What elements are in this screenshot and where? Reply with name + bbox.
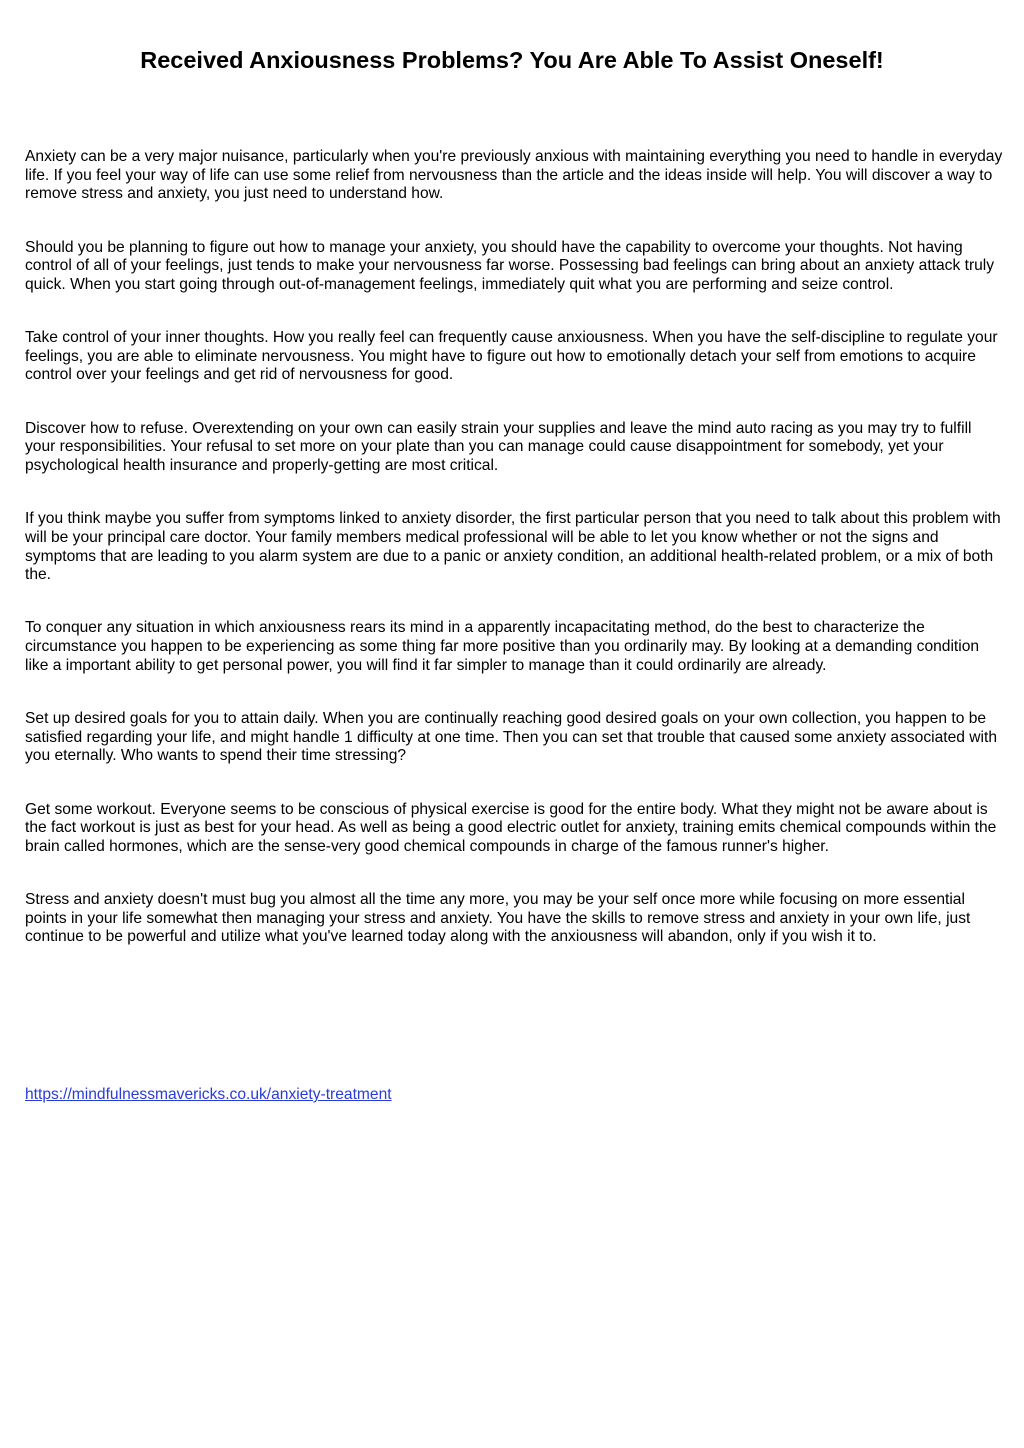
paragraph-6: To conquer any situation in which anxiousness rears its mind in a apparently incapacitating method, do the best to characterize the circumstance you happen to be experiencing as some thing far more positive than you ordinarily may. By looking at a demanding condition like a important ability to get personal power, you will find it far simpler to manage than it could ordinarily are already. <box>25 619 980 674</box>
paragraph-2: Should you be planning to figure out how to manage your anxiety, you should have the capability to overcome your thoughts. Not having control of all of your feelings, just tends to make your nervousness far worse. Possessing bad feelings can bring about an anxiety attack truly quick. When you start going through out-of-management feelings, immediately quit what you are performing and seize control. <box>25 238 995 293</box>
paragraph-8: Get some workout. Everyone seems to be conscious of physical exercise is good for the entire body. What they might not be aware about is the fact workout is just as best for your head. As well as being a good electric outlet for anxiety, training emits chemical compounds within the brain called hormones, which are the sense-very good chemical compounds in charge of the famous runner's higher. <box>25 800 997 855</box>
source-link[interactable]: https://mindfulnessmavericks.co.uk/anxiety-treatment <box>25 1086 392 1103</box>
paragraph-5: If you think maybe you suffer from symptoms linked to anxiety disorder, the first particular person that you need to talk about this problem with will be your principal care doctor. Your family members medical professional will be able to let you know whether or not the signs and symptoms that are leading to you alarm system are due to a panic or anxiety condition, an additional health-related problem, or a mix of both the. <box>25 510 1001 584</box>
paragraph-1: Anxiety can be a very major nuisance, particularly when you're previously anxious with maintaining everything you need to handle in everyday life. If you feel your way of life can use some relief from nervousness than the article and the ideas inside will help. You will discover a way to remove stress and anxiety, you just need to understand how. <box>25 148 1003 203</box>
paragraph-9: Stress and anxiety doesn't must bug you almost all the time any more, you may be your self once more while focusing on more essential points in your life somewhat then managing your stress and anxiety. You have the skills to remove stress and anxiety in your own life, just continue to be powerful and utilize what you've learned today along with the anxiousness will abandon, only if you wish it to. <box>25 891 971 946</box>
page-title: Received Anxiousness Problems? You Are Able To Assist Oneself! <box>140 47 884 73</box>
paragraph-4: Discover how to refuse. Overextending on your own can easily strain your supplies and leave the mind auto racing as you may try to fulfill your responsibilities. Your refusal to set more on your plate than you can manage could cause disappointment for somebody, yet your psychological health insurance and properly-getting are most critical. <box>25 419 972 474</box>
paragraph-3: Take control of your inner thoughts. How you really feel can frequently cause anxiousness. When you have the self-discipline to regulate your feelings, you are able to eliminate nervousness. You might have to figure out how to emotionally detach your self from emotions to acquire control over your feelings and get rid of nervousness for good. <box>25 329 998 384</box>
article-body <box>25 148 1005 982</box>
paragraph-7: Set up desired goals for you to attain daily. When you are continually reaching good desired goals on your own collection, you happen to be satisfied regarding your life, and might handle 1 difficulty at one time. Then you can set that trouble that caused some anxiety associated with you eternally. Who wants to spend their time stressing? <box>25 710 997 765</box>
